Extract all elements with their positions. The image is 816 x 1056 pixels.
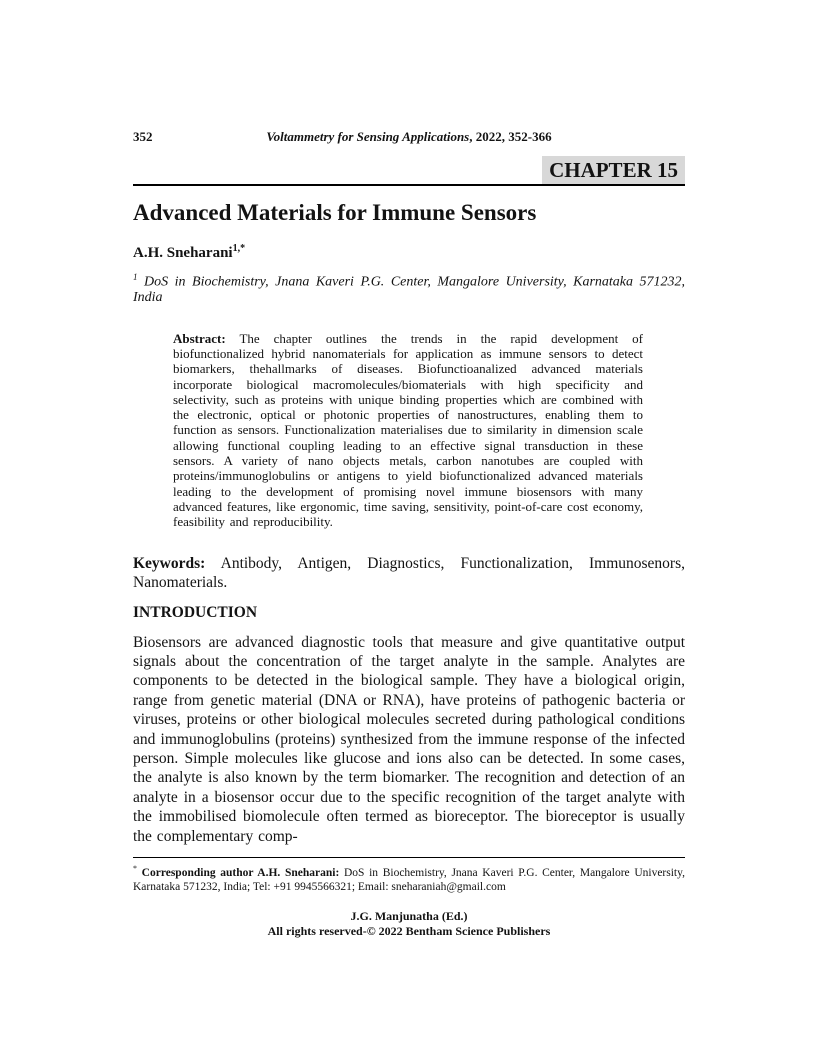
author-superscript: 1,*: [232, 243, 246, 254]
running-header: [133, 128, 685, 145]
abstract: [173, 331, 643, 530]
keywords: [133, 554, 685, 593]
journal-title: Voltammetry for Sensing Applications: [266, 129, 470, 144]
affiliation: [133, 270, 685, 306]
keywords-text: Antibody, Antigen, Diagnostics, Functionalization, Immunosenors, Nanomaterials.: [133, 554, 685, 592]
corresponding-author-footnote: [133, 857, 685, 894]
affiliation-text: DoS in Biochemistry, Jnana Kaveri P.G. Center, Mangalore University, Karnataka 571232, India: [133, 274, 686, 306]
footnote-text: DoS in Biochemistry, Jnana Kaveri P.G. Center, Mangalore University, Karnataka 571232, India; Tel: +91 9945566321; Email: sneharaniah@gmail.com: [133, 866, 685, 893]
affiliation-superscript: 1: [133, 272, 138, 282]
keywords-label: Keywords:: [133, 554, 206, 572]
imprint-editor: J.G. Manjunatha (Ed.): [350, 908, 468, 923]
section-heading-introduction: INTRODUCTION: [133, 603, 258, 621]
footnote-bold-label: Corresponding author A.H. Sneharani:: [141, 866, 340, 879]
section-body-introduction: Biosensors are advanced diagnostic tools that measure and give quantitative output signals about the concentration of the target analyte in the sample. Analytes are components to be detected in the biological sample. They have a biological origin, range from genetic material (DNA or RNA), have proteins of pathogenic bacteria or viruses, proteins or other biological molecules secreted during pathological conditions and immunoglobulins (proteins) synthesized from the immune response of the infected person. Simple molecules like glucose and ions also can be detected. In some cases, the analyte is also known by the term biomarker. The recognition and detection of an analyte in a biosensor occur due to the specific recognition of the target analyte with the immobilised biomolecule often termed as bioreceptor. The bioreceptor is usually the complementary comp-: [133, 633, 685, 845]
author-name: A.H. Sneharani: [133, 245, 233, 261]
author-line: [133, 240, 685, 262]
imprint-rights: All rights reserved-© 2022 Bentham Science Publishers: [267, 923, 551, 938]
page-number: 352: [133, 129, 153, 144]
abstract-text: The chapter outlines the trends in the rapid development of biofunctionalized hybrid nanomaterials for application as immune sensors to detect biomarkers, thehallmarks of diseases. Biofunctioanalized advanced materials incorporate biological macromolecules/biomaterials with high specificity and selectivity, such as proteins with unique binding properties which are combined with the electronic, optical or photonic properties of nanostructures, enabling them to function as sensors. Functionalization materialises due to similarity in dimension scale allowing functional coupling leading to an effective signal transduction in these sensors. A variety of nano objects metals, carbon nanotubes are coupled with proteins/immunoglobulins or antigens to yield biofunctionalized advanced materials leading to the development of promising novel immune biosensors with many advanced features, like ergonomic, time saving, sensitivity, point-of-care cost economy, feasibility and reproducibility.: [173, 330, 644, 530]
chapter-label: CHAPTER 15: [542, 156, 685, 184]
chapter-banner: [133, 156, 685, 186]
abstract-label: Abstract:: [173, 330, 226, 346]
footnote-marker: *: [133, 863, 137, 873]
imprint: [133, 909, 685, 939]
journal-title-suffix: , 2022, 352-366: [469, 129, 552, 144]
chapter-title: Advanced Materials for Immune Sensors: [133, 200, 537, 225]
running-title: [133, 128, 685, 145]
